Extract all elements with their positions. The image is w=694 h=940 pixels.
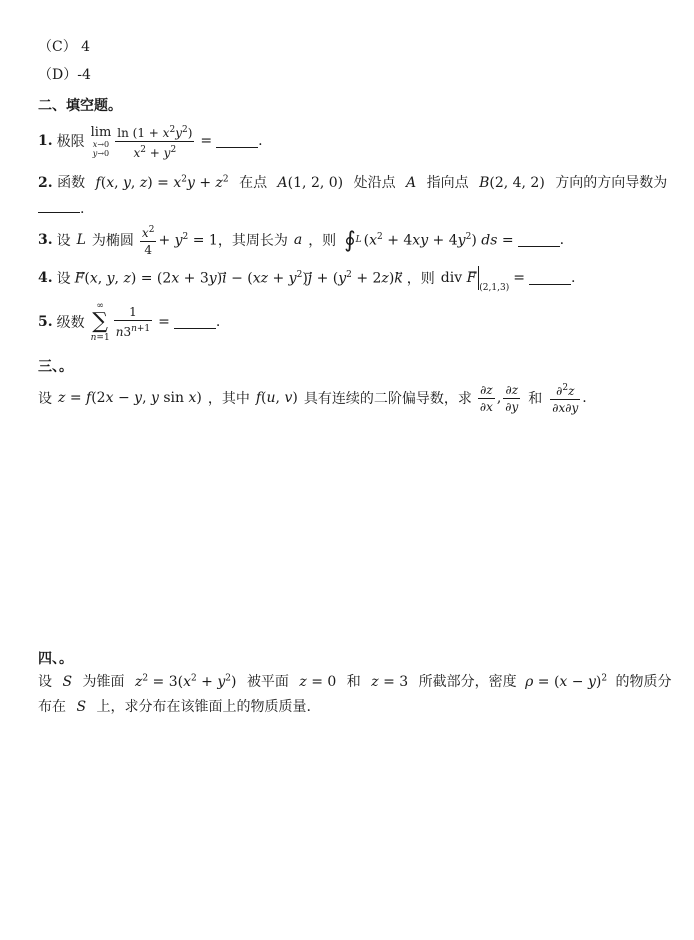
q4-text2: ，则: [406, 271, 435, 287]
section-4-title: 四、。: [38, 651, 73, 667]
q2-blank[interactable]: [38, 200, 80, 213]
section-3-problem: 设 z = f(2x − y, y sin x) ，其中 f(u, v) 具有连续的二阶偏导数，求 $\frac{\partial z}{\partial x}$ , $\frac{\partial z}{\partial y}$ 和 $\frac{\partial^2z}{\partial x\partial y}$ .: [38, 382, 587, 415]
q2-number: 2.: [38, 175, 53, 191]
q1-text: 极限: [56, 134, 85, 150]
s4-text-d: 和: [346, 674, 361, 690]
q2-text1: 函数: [57, 175, 86, 191]
q4-text1: 设: [56, 271, 71, 287]
s4-text-b: 为锥面: [82, 674, 125, 690]
summation: ∞ ∑ n=1: [90, 300, 110, 343]
s3-text4: 和: [528, 391, 543, 407]
s4-text-a: 设: [38, 674, 52, 690]
q1-number: 1.: [38, 133, 53, 149]
q2-text5: 方向的方向导数为: [555, 175, 668, 191]
s4-text-e: 所截部分，密度: [418, 674, 517, 690]
q4-point: (2,1,3): [479, 283, 510, 293]
section-2-title: 二、填空题。: [38, 98, 122, 114]
q4-blank[interactable]: [529, 272, 571, 285]
question-3: 3. 设 L 为椭圆 $\frac{x^2}{4}$ + $y^2 = 1$ ，其周长为 a ，则 ∮ L $(x^2 + 4xy + 4y^2)$ ds = .: [38, 225, 565, 257]
q2-text2: 在点: [239, 175, 268, 191]
section-4-line-1: 设 S 为锥面 $z^2 = 3(x^2 + y^2)$ 被平面 z = 0 和 z = 3 所截部分，密度 $\rho = (x - y)^2$ 的物质分: [38, 673, 672, 690]
option-d: （D）-4: [38, 67, 91, 83]
question-1: 1. 极限 lim x→0 y→0 $\frac{\ln (1 + x^2y^2)}{x^2 + y^2}$ = .: [38, 117, 263, 165]
question-4: 4. 设 F⃗(x, y, z) = (2x + 3y)i⃗ − $(xz + y^2)j⃗ + (y^2 + 2z)k$ ，则 div F (2,1,3) = .: [38, 263, 575, 293]
s4-text-f: 的物质分: [615, 674, 672, 690]
s4-text-g: 布在: [38, 699, 66, 715]
section-4-line-2: 布在 S 上，求分布在该锥面上的物质质量.: [38, 699, 311, 715]
q5-blank[interactable]: [174, 316, 216, 329]
q1-fraction: $\frac{\ln (1 + x^2y^2)}{x^2 + y^2}$: [117, 124, 193, 160]
q5-number: 5.: [38, 314, 53, 330]
s3-text1: 设: [38, 391, 52, 407]
s3-text2: ，其中: [207, 391, 250, 407]
q1-limit: lim x→0 y→0: [90, 124, 112, 158]
section-3-title: 三、。: [38, 359, 73, 375]
q3-number: 3.: [38, 232, 53, 248]
option-c: （C） 4: [38, 39, 91, 55]
sigma-icon: ∑: [92, 308, 109, 334]
q2-text3: 处沿点: [353, 175, 396, 191]
q2-text4: 指向点: [426, 175, 469, 191]
q4-number: 4.: [38, 270, 53, 286]
q3-blank[interactable]: [518, 234, 560, 247]
q5-text1: 级数: [56, 315, 85, 331]
s3-text3: 具有连续的二阶偏导数，求: [303, 391, 472, 407]
s4-text-h: 上，求分布在该锥面上的物质质量.: [96, 699, 311, 715]
q3-text1: 设: [56, 233, 71, 249]
q3-text3: ，其周长为: [217, 233, 288, 249]
question-2: 2. 函数 f(x, y, $z) = x^2y + z^2$ 在点 A(1, 2, 0) 处沿点 A 指向点 B(2, 4, 2) 方向的方向导数为: [38, 174, 668, 191]
contour-integral-icon: ∮: [344, 227, 356, 253]
s4-text-c: 被平面: [246, 674, 289, 690]
q1-blank[interactable]: [216, 135, 258, 148]
q3-text4: ，则: [308, 233, 337, 249]
question-5: 5. 级数 ∞ ∑ n=1 $\frac{1}{n3^{n+1}}$ = .: [38, 300, 221, 343]
q3-text2: 为椭圆: [91, 233, 134, 249]
